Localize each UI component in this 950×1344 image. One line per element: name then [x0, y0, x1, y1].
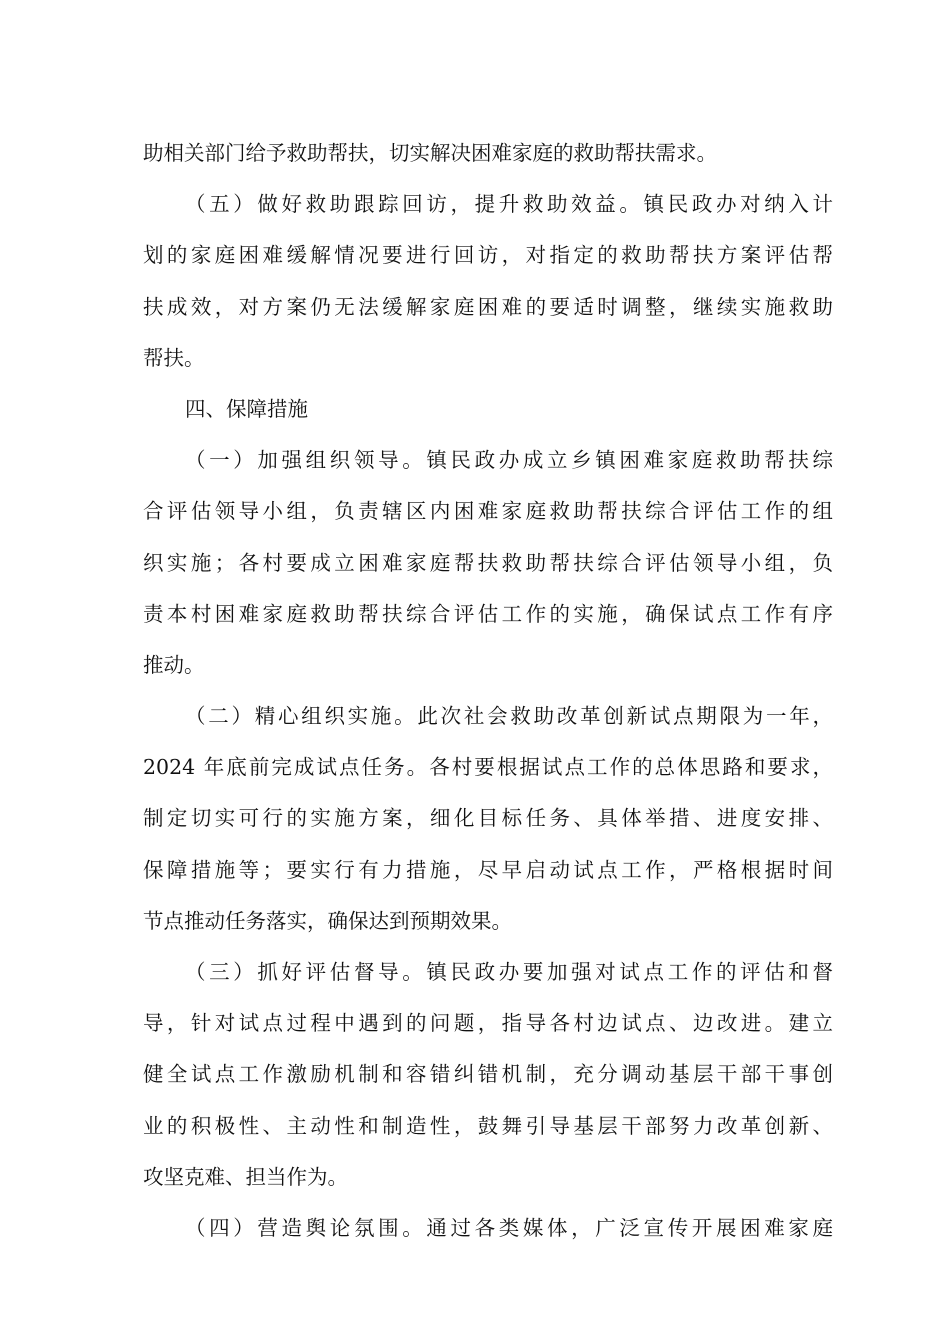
text-line-22: （四）营造舆论氛围。通过各类媒体，广泛宣传开展困难家庭 — [185, 1215, 833, 1240]
text-line-5: 帮扶。 — [143, 345, 205, 370]
text-line-21: 攻坚克难、担当作为。 — [143, 1164, 348, 1189]
document-body — [143, 128, 833, 1254]
text-line-17: （三）抓好评估督导。镇民政办要加强对试点工作的评估和督 — [185, 960, 833, 984]
text-line-9: 织实施；各村要成立困难家庭帮扶救助帮扶综合评估领导小组，负 — [143, 550, 833, 575]
text-line-13: 2024 年底前完成试点任务。各村要根据试点工作的总体思路和要求， — [143, 755, 833, 780]
text-line-10: 责本村困难家庭救助帮扶综合评估工作的实施，确保试点工作有序 — [143, 601, 833, 626]
text-line-19: 健全试点工作激励机制和容错纠错机制，充分调动基层干部干事创 — [143, 1062, 833, 1087]
text-line-2: （五）做好救助跟踪回访，提升救助效益。镇民政办对纳入计 — [185, 192, 833, 217]
text-line-4: 扶成效，对方案仍无法缓解家庭困难的要适时调整，继续实施救助 — [143, 294, 833, 319]
text-line-3: 划的家庭困难缓解情况要进行回访，对指定的救助帮扶方案评估帮 — [143, 243, 833, 268]
text-line-18: 导，针对试点过程中遇到的问题，指导各村边试点、边改进。建立 — [143, 1011, 833, 1036]
text-line-8: 合评估领导小组，负责辖区内困难家庭救助帮扶综合评估工作的组 — [143, 499, 833, 524]
text-line-15: 保障措施等；要实行有力措施，尽早启动试点工作，严格根据时间 — [143, 857, 833, 882]
section-heading-4: 四、保障措施 — [185, 396, 308, 421]
text-line-11: 推动。 — [143, 652, 205, 677]
text-line-20: 业的积极性、主动性和制造性，鼓舞引导基层干部努力改革创新、 — [143, 1113, 833, 1138]
text-line-16: 节点推动任务落实，确保达到预期效果。 — [143, 908, 512, 933]
text-line-14: 制定切实可行的实施方案，细化目标任务、具体举措、进度安排、 — [143, 806, 833, 831]
text-line-7: （一）加强组织领导。镇民政办成立乡镇困难家庭救助帮扶综 — [185, 448, 833, 473]
text-line-1: 助相关部门给予救助帮扶，切实解决困难家庭的救助帮扶需求。 — [143, 141, 717, 165]
text-line-12: （二）精心组织实施。此次社会救助改革创新试点期限为一年， — [185, 704, 833, 729]
